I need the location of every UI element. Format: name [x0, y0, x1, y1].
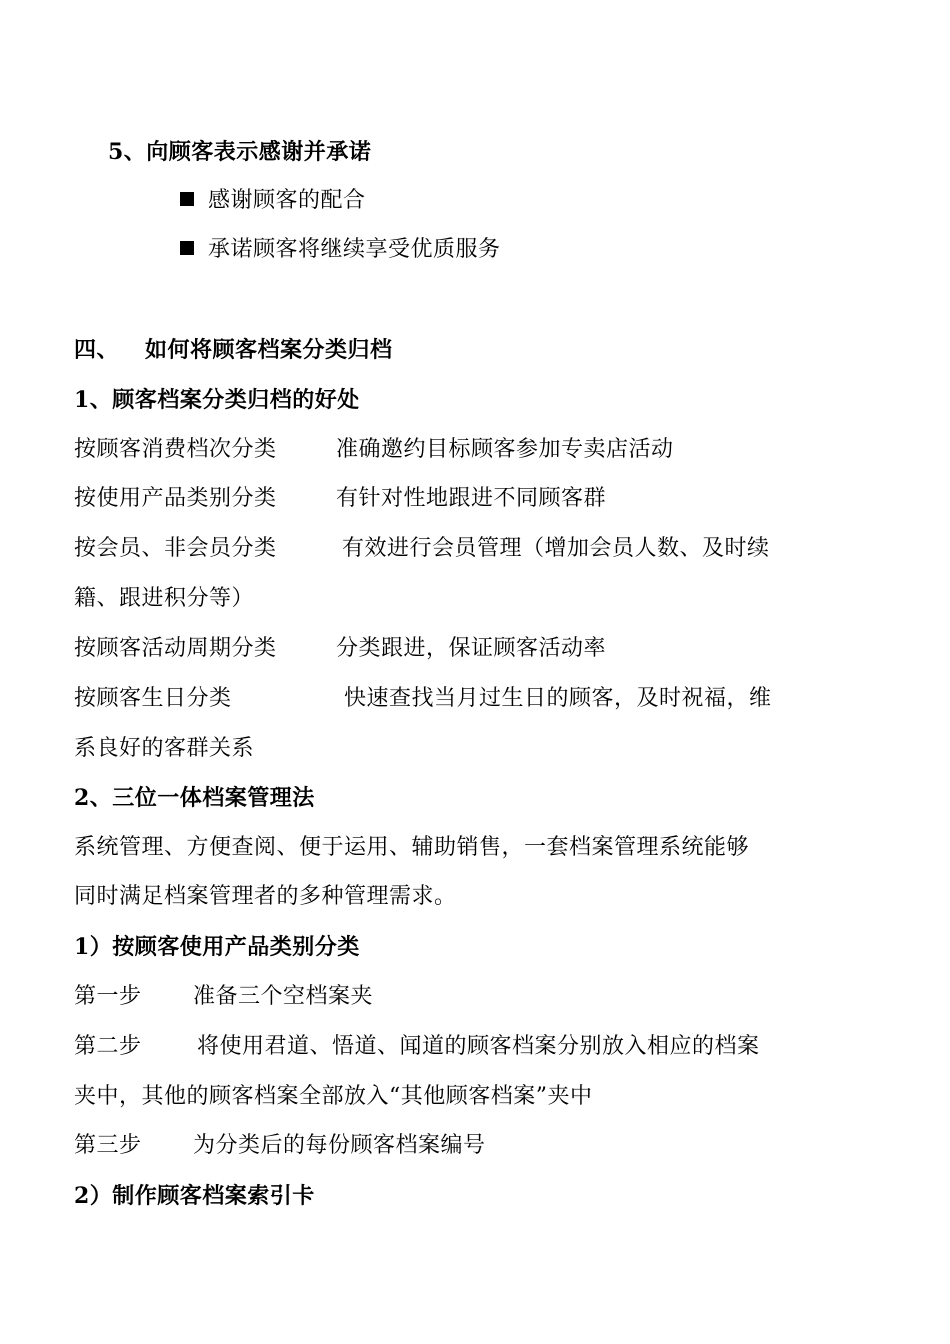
section-heading-5: 5、向顾客表示感谢并承诺	[108, 139, 372, 165]
benefit-desc: 快速查找当月过生日的顾客，及时祝福，维	[344, 686, 772, 711]
benefit-label: 按顾客生日分类	[74, 686, 232, 711]
benefit-desc: 有针对性地跟进不同顾客群	[336, 486, 607, 511]
step-desc: 将使用君道、悟道、闻道的顾客档案分别放入相应的档案	[197, 1034, 760, 1059]
benefit-desc: 分类跟进，保证顾客活动率	[336, 636, 607, 661]
sub1-heading: 1）按顾客使用产品类别分类	[74, 934, 360, 960]
step-desc-continued: 夹中，其他的顾客档案全部放入“其他顾客档案”夹中	[74, 1084, 593, 1109]
benefit-label: 按顾客消费档次分类	[74, 437, 277, 462]
chapter-heading	[74, 335, 393, 365]
benefit-label: 按使用产品类别分类	[74, 486, 277, 511]
method-heading: 2、三位一体档案管理法	[74, 785, 315, 811]
square-bullet-icon	[180, 241, 194, 255]
step-label: 第三步	[74, 1133, 142, 1158]
benefits-heading: 1、顾客档案分类归档的好处	[74, 387, 360, 413]
sub2-heading: 2）制作顾客档案索引卡	[74, 1183, 315, 1209]
bullet-text: 感谢顾客的配合	[208, 188, 366, 213]
benefit-label: 按会员、非会员分类	[74, 536, 277, 561]
benefit-desc: 准确邀约目标顾客参加专卖店活动	[336, 437, 674, 462]
step-label: 第一步	[74, 984, 142, 1009]
step-desc: 准备三个空档案夹	[193, 984, 374, 1009]
step-label: 第二步	[74, 1034, 142, 1059]
bullet-item	[180, 235, 501, 265]
benefit-desc-continued: 籍、跟进积分等）	[74, 586, 255, 611]
chapter-title: 如何将顾客档案分类归档	[145, 337, 393, 363]
method-paragraph-line: 系统管理、方便查阅、便于运用、辅助销售，一套档案管理系统能够	[74, 835, 750, 860]
bullet-text: 承诺顾客将继续享受优质服务	[208, 237, 501, 262]
step-desc: 为分类后的每份顾客档案编号	[193, 1133, 486, 1158]
bullet-item	[180, 186, 366, 216]
square-bullet-icon	[180, 192, 194, 206]
method-paragraph-line: 同时满足档案管理者的多种管理需求。	[74, 884, 457, 909]
benefit-desc-continued: 系良好的客群关系	[74, 736, 255, 761]
benefit-label: 按顾客活动周期分类	[74, 636, 277, 661]
chapter-number: 四、	[74, 337, 120, 363]
benefit-desc: 有效进行会员管理（增加会员人数、及时续	[342, 536, 770, 561]
